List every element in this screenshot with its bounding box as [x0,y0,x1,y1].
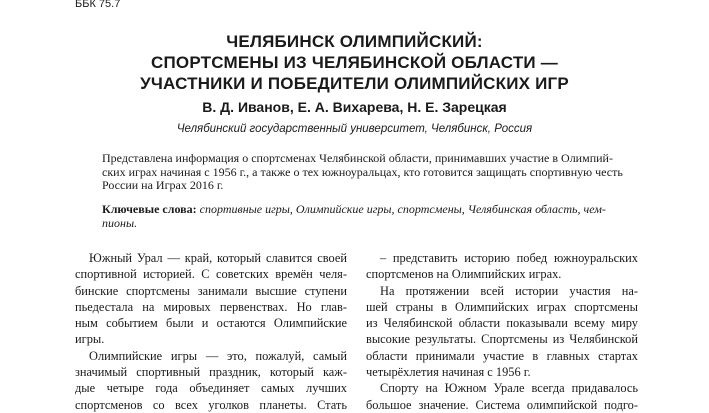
body-line: Олимпийские игры — это, пожалуй, самый [89,348,347,363]
body-line: из Челябинской области показывали всему миру [366,316,638,331]
body-line: спортсменов на Олимпийских играх. [366,267,562,282]
body-line: Южный Урал — край, который славится своей [89,251,347,265]
abstract [102,152,627,193]
body-line: четырёхлетия начиная с 1956 г. [366,365,531,380]
authors: В. Д. Иванов, Е. А. Вихарева, Н. Е. Зарецкая [202,99,507,115]
abstract-line: России на Играх 2016 г. [102,178,224,192]
affiliation: Челябинский государственный университет, Челябинск, Россия [176,123,533,135]
body-column-left [75,250,347,413]
body-line: пьедестала на мировых первенствах. Но глав- [75,299,347,314]
body-line: ным событием были и остаются Олимпийские [75,316,347,331]
body-line: большое значение. Система олимпийской подго- [366,397,638,412]
body-line: бинские спортсмены занимали высшие ступени [75,283,347,298]
udk-code: ББК 75.7 [75,0,121,10]
keywords-label: Ключевые слова: [102,202,197,216]
title-line-3: УЧАСТНИКИ И ПОБЕДИТЕЛИ ОЛИМПИЙСКИХ ИГР [140,74,569,93]
keywords [102,203,627,230]
body-line: шей страны в Олимпийских играх спортсмены [366,299,638,314]
body-line: Спорту на Южном Урале всегда придавалось [380,381,638,396]
keywords-text: спортивные игры, Олимпийские игры, спортсмены, Челябинская область, чем- [199,202,606,216]
abstract-line: Представлена информация о спортсменах Челябинской области, принимавших участие в Олимпий- [102,151,613,165]
title-line-2: СПОРТСМЕНЫ ИЗ ЧЕЛЯБИНСКОЙ ОБЛАСТИ — [151,53,558,72]
body-line: области принимали участие в главных стартах [366,348,638,363]
body-line: значимый спортивный праздник, который каж- [75,365,347,380]
title-line-1: ЧЕЛЯБИНСК ОЛИМПИЙСКИЙ: [226,32,483,51]
body-line: высокие результаты. Спортсмены из Челябинской [366,332,638,347]
body-column-right [366,250,638,413]
keywords-line-2: пионы. [102,215,138,230]
body-line: спортсменов со всех уголков планеты. Стать [75,397,347,412]
article-title [0,31,709,94]
abstract-line: ских играх начиная с 1956 г., а также о тех южноуральцах, кто готовится защищать спортивную честь [102,164,623,179]
body-line: игры. [75,332,105,347]
keywords-line-1 [102,203,627,217]
body-line: дые четыре года объединяет самых лучших [75,381,347,396]
body-line: – представить историю побед южноуральских [380,251,638,265]
body-line: На протяжении всей истории участия на- [380,283,638,298]
body-line: спортивной историей. С советских времён челя- [75,267,347,282]
